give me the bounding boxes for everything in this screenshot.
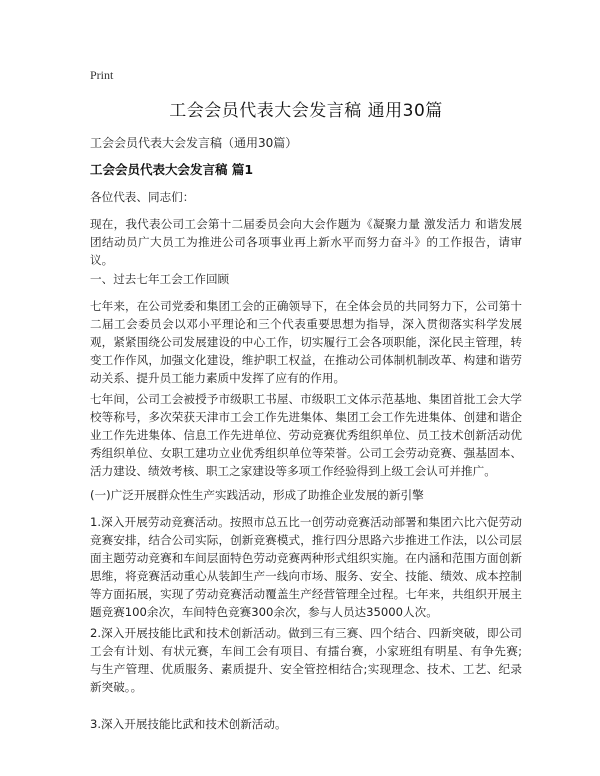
document-subtitle: 工会会员代表大会发言稿（通用30篇） bbox=[90, 136, 298, 150]
section-heading: 工会会员代表大会发言稿 篇1 bbox=[90, 162, 254, 177]
paragraph-skill-contest: 2.深入开展技能比武和技术创新活动。做到三有三赛、四个结合、四新突破，即公司工会有计划、有状元赛，车间工会有项目、有擂台赛，小家班组有明星、有争先赛;与生产管理、优质服务、素质提升、安全管控相结合;实现理念、技术、工艺、纪录新突破。。 bbox=[90, 626, 522, 694]
paragraph-seven-years: 七年来，在公司党委和集团工会的正确领导下，在全体会员的共同努力下，公司第十二届工会委员会以邓小平理论和三个代表重要思想为指导，深入贯彻落实科学发展观，紧紧围绕公司发展建设的中心工作，切实履行工会各项职能，深化民主管理，转变工作作风，加强文化建设，维护职工权益，在推动公司体制机制改革、构建和谐劳动关系、提升员工能力素质中发挥了应有的作用。 bbox=[90, 299, 522, 385]
paragraph-labor-competition: 1.深入开展劳动竞赛活动。按照市总五比一创劳动竞赛活动部署和集团六比六促劳动竞赛安排，结合公司实际，创新竞赛模式，推行四分思路六步推进工作法，以公司层面主题劳动竞赛和车间层面特色劳动竞赛两种形式组织实施。在内涵和范围方面创新思维，将竞赛活动重心从装卸生产一线向市场、服务、安全、技能、绩效、成本控制等方面拓展，实现了劳动竞赛活动覆盖生产经营管理全过程。七年来，共组织开展主题竞赛100余次，车间特色竞赛300余次，参与人员达35000人次。 bbox=[90, 515, 522, 619]
document-title: 工会会员代表大会发言稿 通用30篇 bbox=[169, 101, 443, 121]
paragraph-subheading-practice: (一)广泛开展群众性生产实践活动，形成了助推企业发展的新引擎 bbox=[90, 488, 424, 502]
paragraph-greeting: 各位代表、同志们： bbox=[90, 190, 195, 204]
paragraph-intro: 现在，我代表公司工会第十二届委员会向大会作题为《凝聚力量 激发活力 和谐发展 团结动员广大员工为推进公司各项事业再上新水平而努力奋斗》的工作报告，请审议。 bbox=[90, 217, 522, 267]
print-link[interactable]: Print bbox=[90, 68, 114, 82]
paragraph-skill-contest-2: 3.深入开展技能比武和技术创新活动。 bbox=[90, 717, 287, 731]
paragraph-heading-review: 一、过去七年工会工作回顾 bbox=[90, 272, 230, 286]
paragraph-honors: 七年间，公司工会被授予市级职工书屋、市级职工文体示范基地、集团首批工会大学校等称号，多次荣获天津市工会工作先进集体、集团工会工作先进集体、创建和谐企业工作先进集体、信息工作先进单位、劳动竞赛优秀组织单位、员工技术创新活动优秀组织单位、女职工建功立业优秀组织单位等荣誉。公司工会劳动竞赛、强基固本、活力建设、绩效考核、职工之家建设等多项工作经验得到上级工会认可并推广。 bbox=[90, 392, 522, 478]
